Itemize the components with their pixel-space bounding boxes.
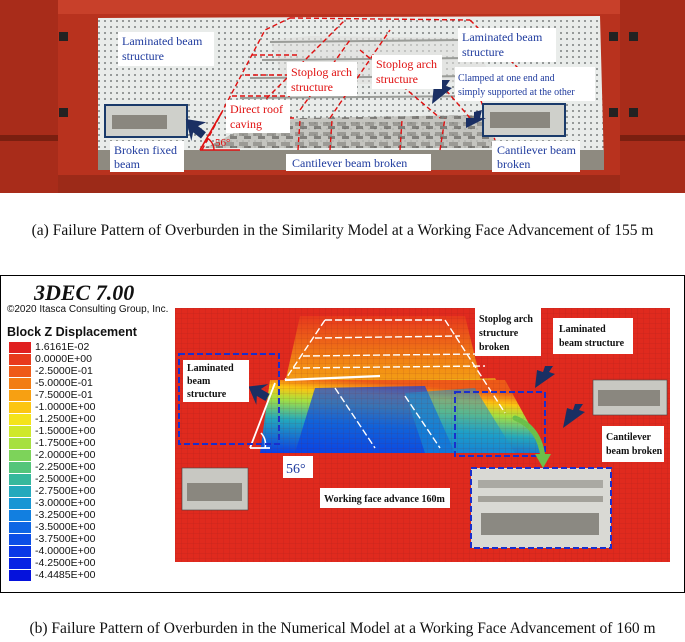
legend-swatch [9,510,31,521]
stoplog-broken-label-1: Stoplog arch [479,314,533,325]
legend-swatch [9,534,31,545]
legend-entry [9,461,159,473]
legend-label: -3.5000E+00 [35,521,96,533]
laminated-left-label-1: Laminated beam [122,34,203,48]
legend-label: -1.2500E+00 [35,413,96,425]
legend-label: -1.5000E+00 [35,425,96,437]
legend-swatch [9,426,31,437]
legend-label: -3.7500E+00 [35,533,96,545]
legend-label: -1.7500E+00 [35,437,96,449]
caption-a: (a) Failure Pattern of Overburden in the Similarity Model at a Working Face Advancement of 155 m [31,222,654,239]
legend-entry [9,509,159,521]
legend-swatch [9,558,31,569]
legend-label: -2.7500E+00 [35,485,96,497]
legend-label: -4.4485E+00 [35,569,96,581]
legend-entry [9,485,159,497]
laminated-left-b-label-3: structure [187,389,227,400]
angle-label-b: 56° [286,462,306,477]
legend-entry [9,473,159,485]
legend-entry [9,557,159,569]
laminated-right-label-1: Laminated beam [462,30,543,44]
laminated-right-label-2: structure [462,45,504,59]
legend-label: -4.0000E+00 [35,545,96,557]
stoplog-2-label-1: Stoplog arch [376,57,437,71]
legend-swatch [9,354,31,365]
laminated-right-b-label-1: Laminated [559,324,606,335]
legend-label: -2.5000E+00 [35,473,96,485]
clamped-label-2: simply supported at the other [458,87,575,98]
legend-entry [9,365,159,377]
legend-label: -3.0000E+00 [35,497,96,509]
legend-swatch [9,474,31,485]
stoplog-1-label-1: Stoplog arch [291,65,352,79]
legend-entry [9,425,159,437]
laminated-left-label-2: structure [122,49,164,63]
cantilever-b-label-1: Cantilever [606,432,651,443]
stoplog-broken-label-3: broken [479,342,510,353]
stoplog-broken-label-2: structure [479,328,519,339]
legend-label: 0.0000E+00 [35,353,92,365]
legend-entry [9,449,159,461]
legend-swatch [9,378,31,389]
legend-label: -2.0000E+00 [35,449,96,461]
legend-swatch [9,486,31,497]
legend-label: -1.0000E+00 [35,401,96,413]
legend-swatch [9,570,31,581]
legend-swatch [9,450,31,461]
laminated-right-b-label-2: beam structure [559,338,625,349]
legend-entry [9,497,159,509]
legend-entry [9,545,159,557]
broken-fixed-label-1: Broken fixed [114,143,177,157]
numerical-model-plot [175,308,670,562]
legend-swatch [9,522,31,533]
legend-swatch [9,438,31,449]
stoplog-1-label-2: structure [291,80,333,94]
working-face-label: Working face advance 160m [324,494,445,505]
caption-b: (b) Failure Pattern of Overburden in the Numerical Model at a Working Face Advancement of 160 m [29,620,656,637]
laminated-left-b-label-2: beam [187,376,211,387]
legend-entry [9,569,159,581]
legend-swatch [9,366,31,377]
similarity-model-figure [0,0,685,193]
legend-swatch [9,462,31,473]
legend-entry [9,413,159,425]
legend-entry [9,341,159,353]
cantilever-right-label-1: Cantilever beam [497,143,576,157]
legend-swatch [9,402,31,413]
legend-entry [9,437,159,449]
legend-entry [9,401,159,413]
legend-swatch [9,414,31,425]
legend-swatch [9,390,31,401]
stoplog-2-label-2: structure [376,72,418,86]
legend-entry [9,377,159,389]
direct-roof-label-2: caving [230,117,262,131]
direct-roof-label-1: Direct roof [230,102,283,116]
broken-fixed-label-2: beam [114,157,140,171]
laminated-left-b-label-1: Laminated [187,363,234,374]
angle-label-a: 56° [215,137,231,149]
legend-entry [9,389,159,401]
cantilever-center-label: Cantilever beam broken [292,156,408,170]
software-title: 3DEC 7.00 [34,280,135,305]
legend-title: Block Z Displacement [7,325,137,339]
legend-label: 1.6161E-02 [35,341,90,353]
legend-label: -3.2500E+00 [35,509,96,521]
legend-swatch [9,546,31,557]
legend-label: -2.2500E+00 [35,461,96,473]
clamped-label-1: Clamped at one end and [458,73,555,84]
cantilever-right-label-2: broken [497,157,531,171]
legend-label: -4.2500E+00 [35,557,96,569]
legend-label: -2.5000E-01 [35,365,93,377]
legend-label: -7.5000E-01 [35,389,93,401]
legend-entry [9,533,159,545]
legend-entry [9,353,159,365]
cantilever-b-label-2: beam broken [606,446,663,457]
legend-swatch [9,498,31,509]
legend-entry [9,521,159,533]
legend-swatch [9,342,31,353]
legend-label: -5.0000E-01 [35,377,93,389]
copyright: ©2020 Itasca Consulting Group, Inc. [7,304,169,315]
